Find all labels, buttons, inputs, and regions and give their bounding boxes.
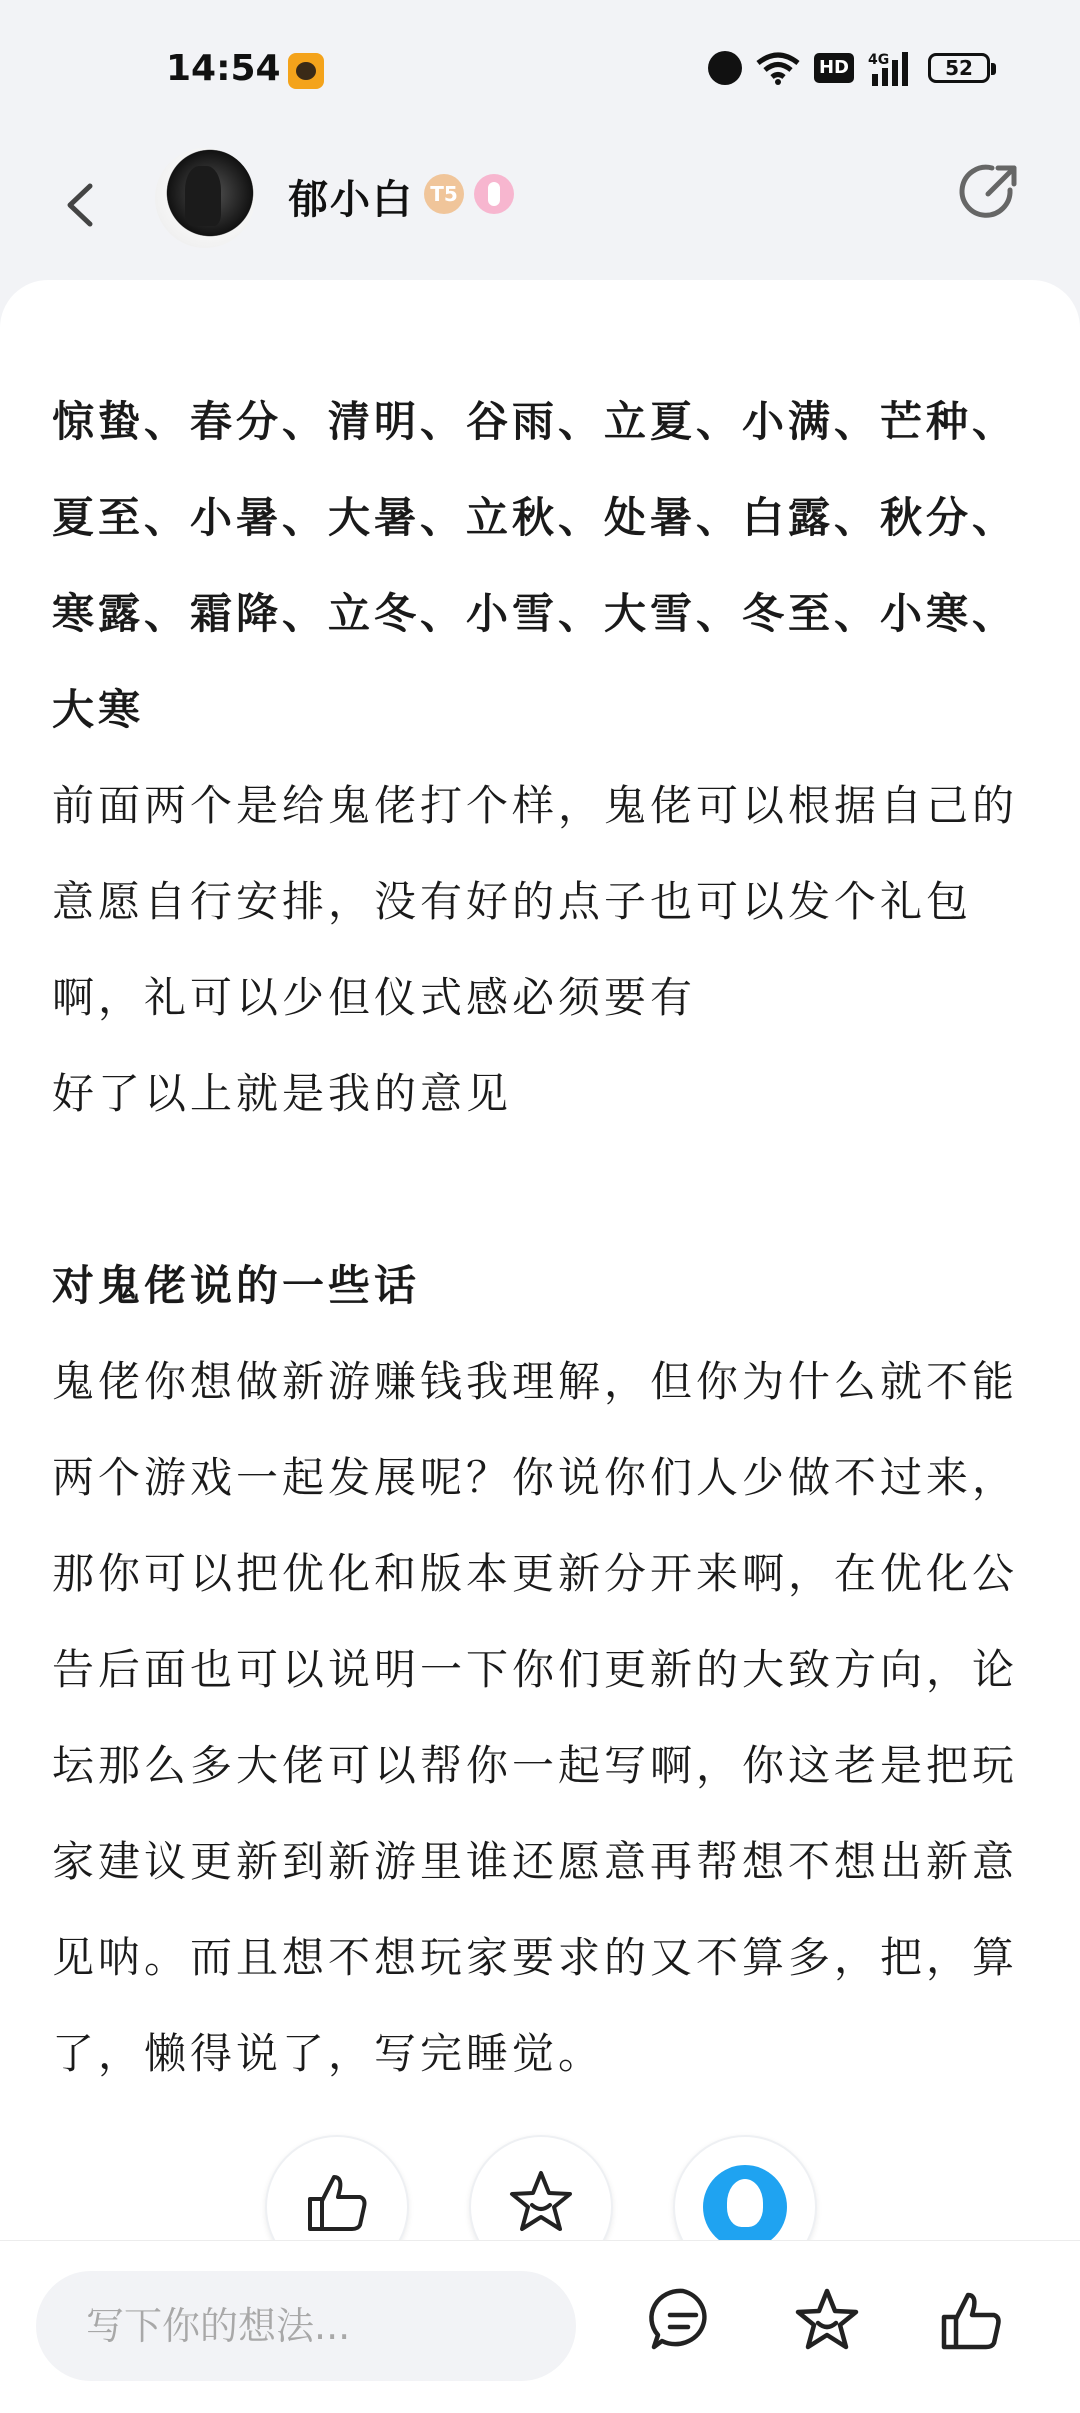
post-paragraph: 前面两个是给鬼佬打个样，鬼佬可以根据自己的意愿自行安排，没有好的点子也可以发个礼包啊，礼可以少但仪式感必须要有 [52, 781, 1019, 1022]
post-card [0, 280, 1080, 2240]
post-content [52, 374, 1022, 2102]
signal-icon [868, 50, 914, 86]
comment-icon[interactable] [648, 2285, 718, 2355]
like-icon[interactable] [936, 2285, 1006, 2355]
status-bar [0, 0, 1080, 140]
star-icon [506, 2167, 576, 2237]
comment-input[interactable] [36, 2271, 576, 2381]
share-icon[interactable] [958, 160, 1022, 224]
author-avatar[interactable] [155, 148, 255, 248]
status-time: 14:54 [166, 48, 281, 89]
post-header [0, 140, 1080, 280]
author-name[interactable]: 郁小白 [288, 177, 414, 223]
battery-indicator: 52 [928, 53, 990, 83]
post-subheading: 对鬼佬说的一些话 [52, 1261, 421, 1310]
wifi-icon [756, 51, 800, 85]
alarm-icon [708, 51, 742, 85]
favorite-icon[interactable] [792, 2285, 862, 2355]
post-paragraph: 好了以上就是我的意见 [52, 1069, 513, 1118]
qq-icon [703, 2165, 787, 2249]
post-paragraph: 鬼佬你想做新游赚钱我理解，但你为什么就不能两个游戏一起发展呢？你说你们人少做不过来，那你可以把优化和版本更新分开来啊，在优化公告后面也可以说明一下你们更新的大致方向，论坛那么多大佬可以帮你一起写啊，你这老是把玩家建议更新到新游里谁还愿意再帮想不想出新意见呐。而且想不想玩家要求的又不算多，把，算了，懒得说了，写完睡觉。 [52, 1357, 1019, 2078]
comment-bar [0, 2240, 1080, 2413]
thumbs-up-icon [302, 2167, 372, 2237]
status-icons [708, 50, 990, 86]
paragraph-spacer [52, 1142, 1022, 1238]
post-actions [0, 2135, 1080, 2235]
post-paragraph: 惊蛰、春分、清明、谷雨、立夏、小满、芒种、夏至、小暑、大暑、立秋、处暑、白露、秋分、寒露、霜降、立冬、小雪、大雪、冬至、小寒、大寒 [52, 397, 1019, 734]
network-label: 4G [868, 52, 890, 68]
rabbit-badge-icon [474, 174, 514, 214]
hd-icon: HD [814, 53, 854, 83]
app-notification-icon [288, 53, 324, 89]
back-arrow-icon[interactable] [54, 170, 114, 240]
level-badge: T5 [424, 174, 464, 214]
